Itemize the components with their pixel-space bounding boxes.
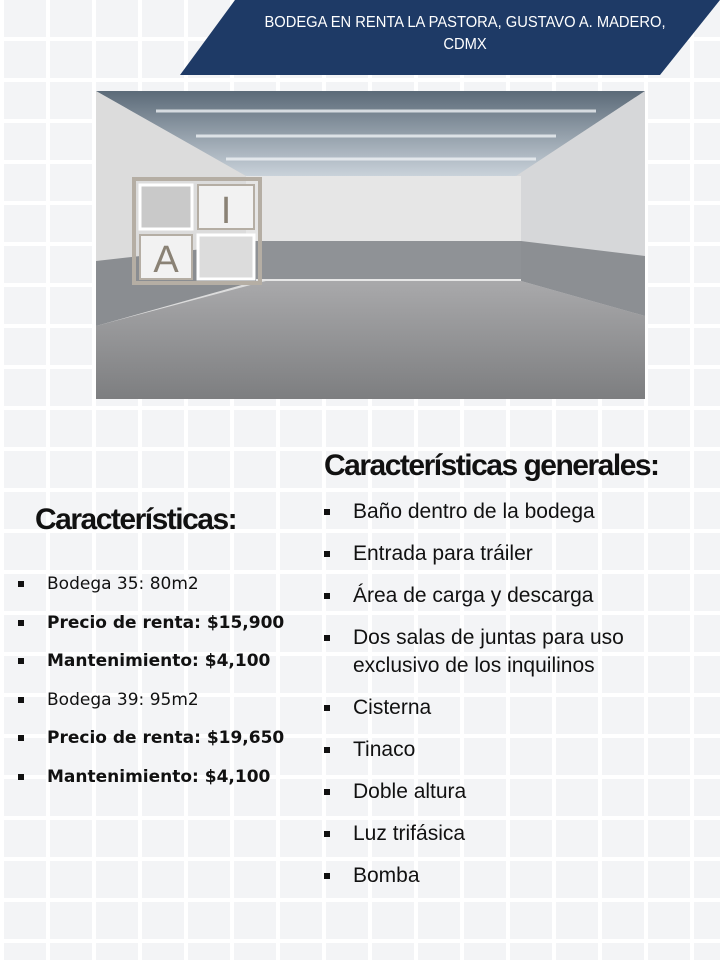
item-text: Luz trifásica [353, 822, 466, 845]
item-text: Tinaco [353, 738, 416, 761]
warehouse-photo [96, 91, 645, 399]
list-item [18, 649, 284, 688]
title-banner [180, 0, 720, 75]
list-item [324, 624, 663, 680]
svg-text:A: A [153, 239, 179, 281]
list-item [18, 572, 284, 611]
item-text: Mantenimiento: $4,100 [47, 766, 271, 787]
bullet-icon [324, 551, 330, 557]
svg-text:I: I [220, 190, 232, 232]
item-text: Precio de renta: $15,900 [47, 612, 285, 633]
list-item [324, 694, 663, 722]
item-text: Mantenimiento: $4,100 [47, 651, 271, 671]
list-item [324, 820, 663, 848]
item-text: Cisterna [353, 696, 432, 719]
features-list [18, 572, 284, 803]
bullet-icon [324, 593, 330, 599]
list-item [324, 498, 663, 526]
item-text: Entrada para tráiler [353, 542, 533, 565]
bullet-icon [324, 789, 330, 795]
bullet-icon [18, 658, 24, 664]
item-text: Dos salas de juntas para uso exclusivo de los inquilinos [353, 626, 624, 677]
bullet-icon [324, 747, 330, 753]
bullet-icon [324, 873, 330, 879]
bullet-icon [18, 697, 24, 703]
bullet-icon [324, 635, 330, 641]
page-title: BODEGA EN RENTA LA PASTORA, GUSTAVO A. MADERO, CDMX [264, 14, 666, 53]
general-features-heading: Características generales: [324, 449, 659, 482]
list-item [18, 765, 284, 804]
item-text: Doble altura [353, 780, 467, 803]
company-logo [132, 177, 262, 285]
list-item [324, 736, 663, 764]
bullet-icon [324, 509, 330, 515]
bullet-icon [18, 735, 24, 741]
item-text: Baño dentro de la bodega [353, 500, 595, 523]
item-text: Bodega 35: 80m2 [47, 574, 199, 594]
item-text: Bodega 39: 95m2 [47, 689, 199, 710]
item-text: Área de carga y descarga [353, 584, 594, 607]
list-item [324, 862, 663, 890]
bullet-icon [18, 774, 24, 780]
bullet-icon [18, 620, 24, 626]
list-item [324, 778, 663, 806]
general-features-list [324, 498, 663, 904]
bullet-icon [324, 831, 330, 837]
list-item [18, 688, 284, 727]
features-heading: Características: [35, 503, 237, 536]
list-item [18, 611, 284, 650]
list-item [324, 540, 663, 568]
bullet-icon [324, 705, 330, 711]
list-item [18, 726, 284, 765]
list-item [324, 582, 663, 610]
bullet-icon [18, 581, 24, 587]
item-text: Precio de renta: $19,650 [47, 728, 285, 748]
item-text: Bomba [353, 864, 420, 887]
